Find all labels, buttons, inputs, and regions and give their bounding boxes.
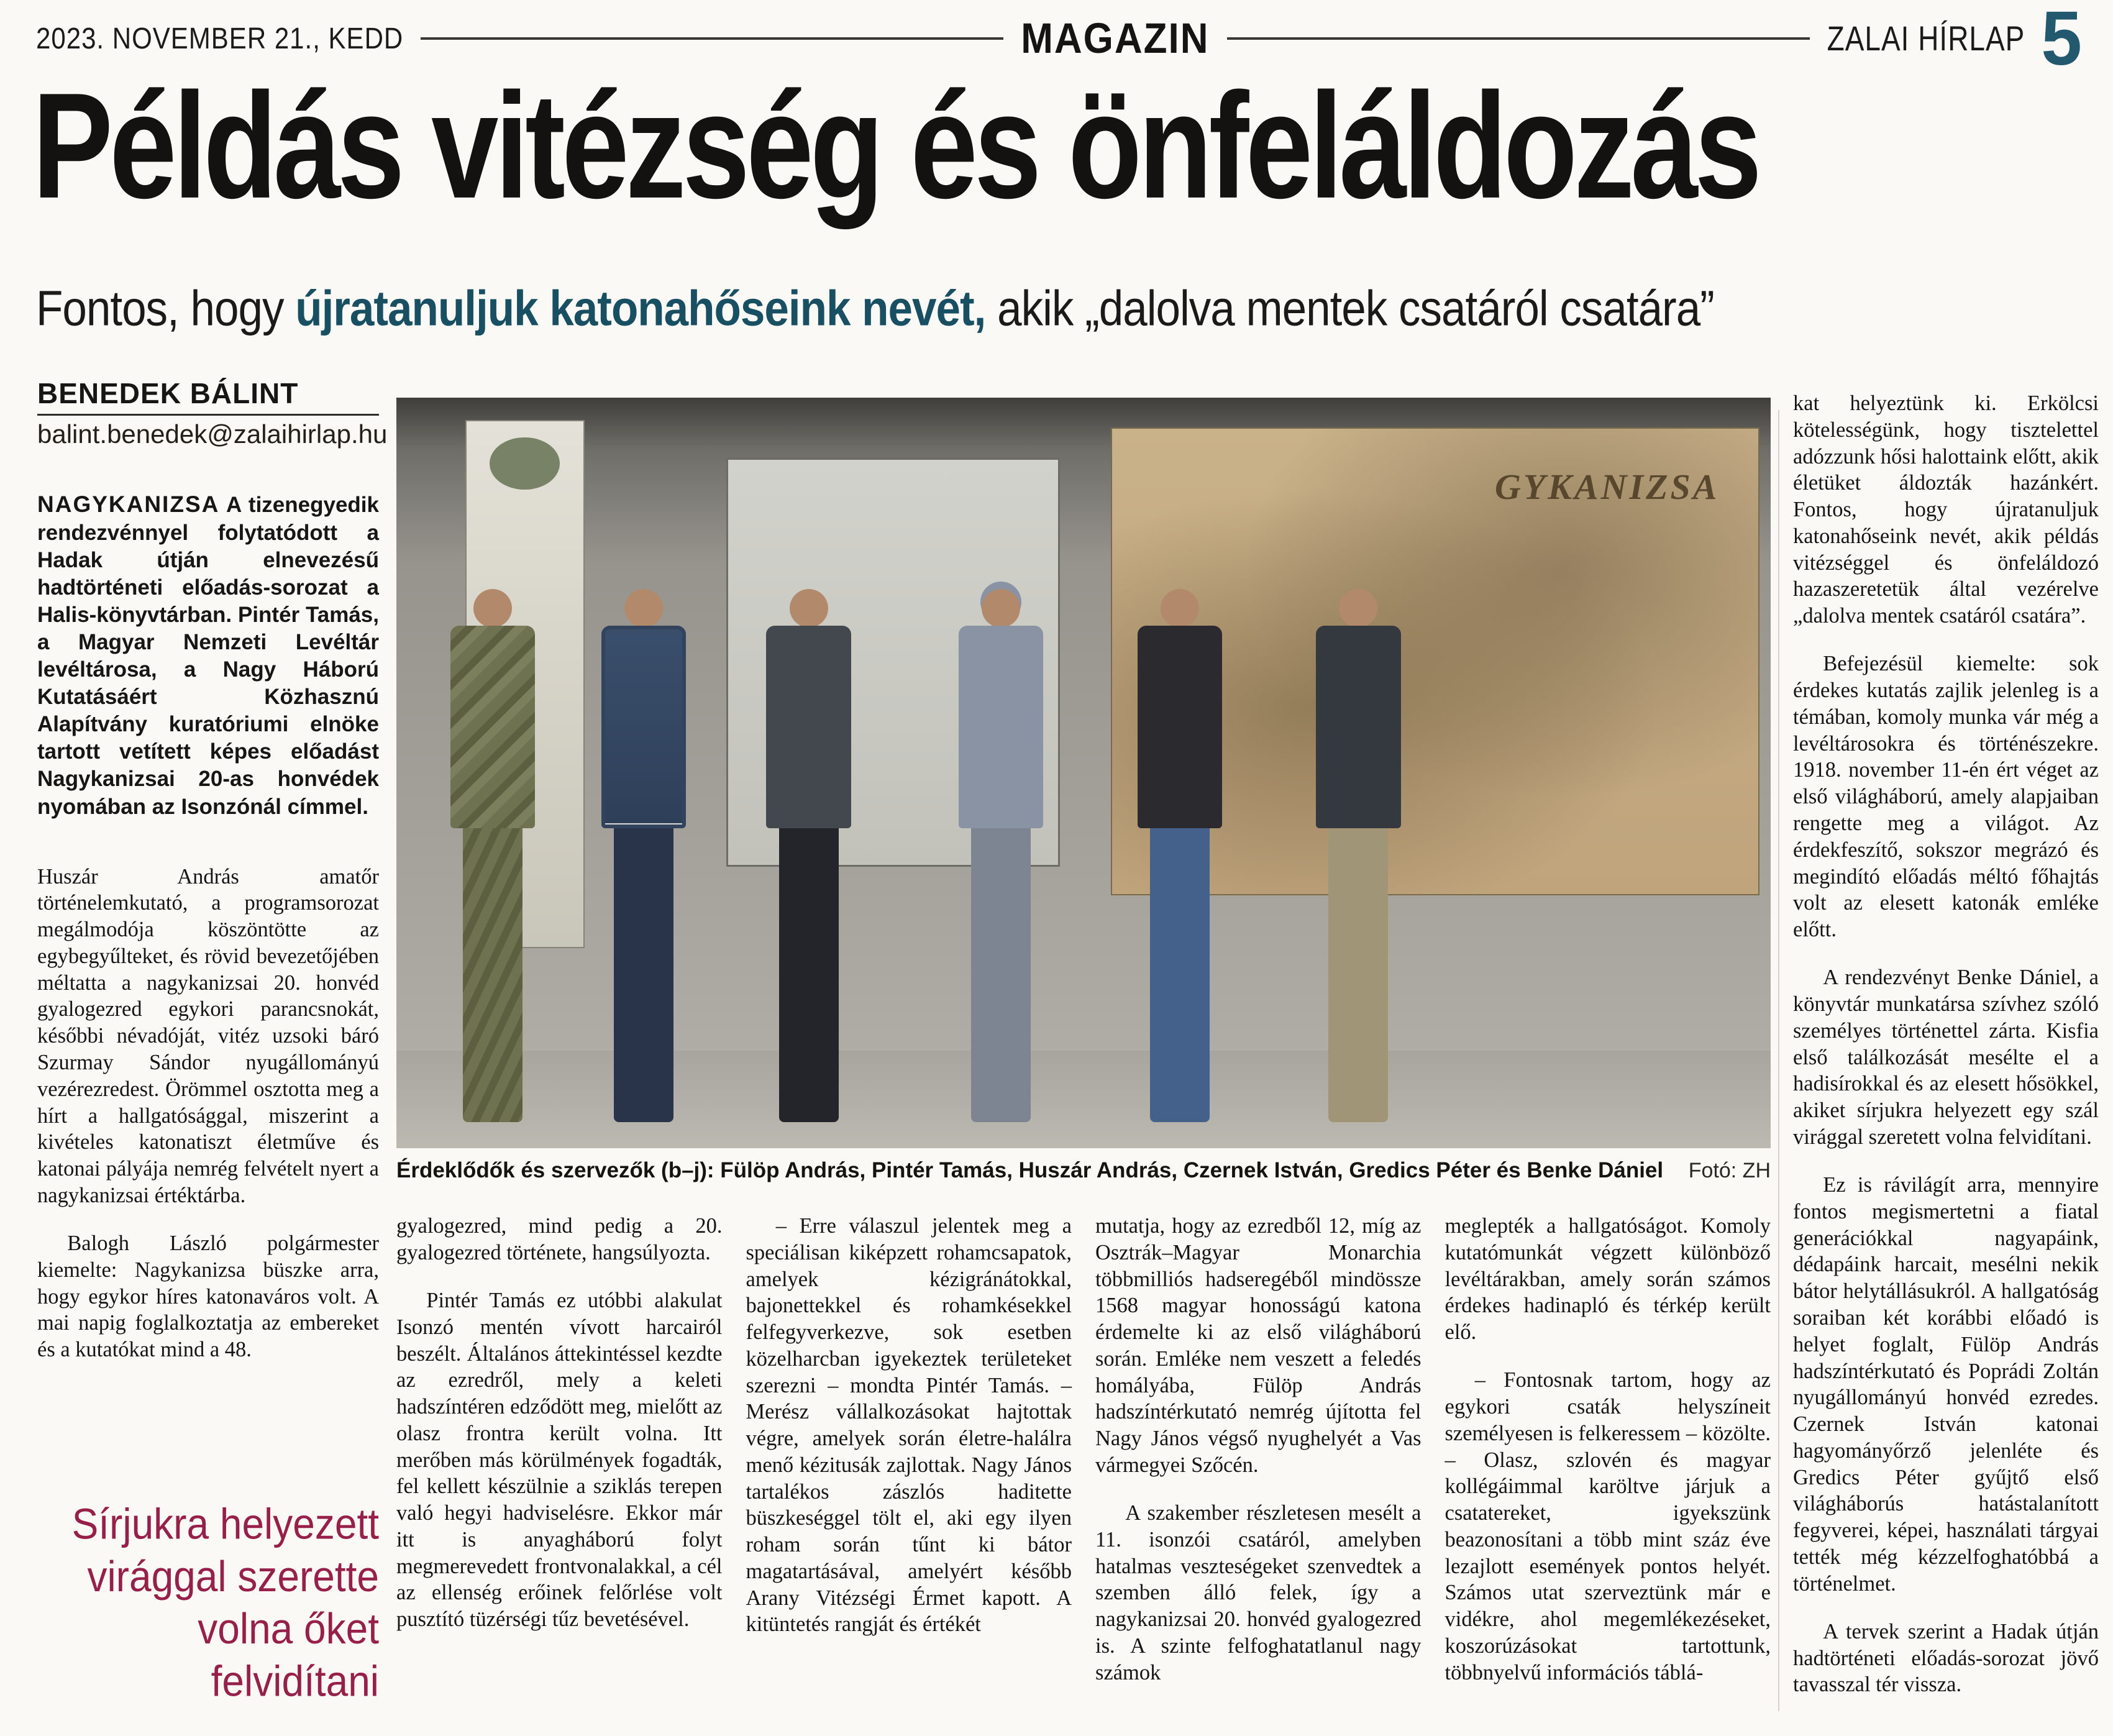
body-paragraph: Huszár András amatőr történelemkutató, a programsorozat megálmodója köszöntötte az egybegyűlteket, és rövid bevezetőjében méltatta a nagykanizsai 20. honvéd gyalogezred egykori parancsnokát, későbbi névadóját, vitéz uzsoki báró Szurmay Sándor nyugállományú vezérezredest. Örömmel osztotta meg a hírt a hallgatósággal, miszerint a kivételes katonatiszt életműve és katonai pályája nemrég felvételt nyert a nagykanizsai értéktárba. [37,864,379,1207]
body-paragraph: Balogh László polgármester kiemelte: Nagykanizsa büszke arra, hogy egykor híres katonaváros volt. A mai napig foglalkoztatja az embereket és a kutatókat mind a 48. [37,1231,379,1362]
article-photo [396,398,1771,1148]
article-headline: Példás vitézség és önfeláldozás [32,62,1759,230]
person-legs [463,828,523,1122]
person-figure-4 [953,589,1049,1122]
lead-paragraph [37,490,379,821]
person-torso [601,626,686,828]
photo-caption [396,1148,1771,1183]
left-column [37,377,388,1726]
byline-email: balint.benedek@zalaihirlap.hu [37,419,388,449]
body-paragraph: A tervek szerint a Hadak útján hadtörténeti előadás-sorozat jövő tavasszal tér vissza. [1793,1619,2099,1697]
person-head [790,589,828,628]
text-column-1 [396,1213,723,1732]
body-paragraph: Ez is rávilágít arra, mennyire fontos megismertetni a fiatal generációkkal nagyapáink, dédapáink harcait, mesélni nekik bátor helytállásukról. A hallgatóság soraiban két korábbi előadó is helyet foglalt, Fülöp András hadszíntérkutató és Poprádi Zoltán nyugállományú honvéd ezredes. Czernek István katonai hagyományőrző jelenléte és Gredics Péter gyűjtő első világháborús hatástalanított fegyverei, képei, használati tárgyai tették még kézzelfoghatóbbá a történelmet. [1793,1173,2099,1596]
person-figure-3 [760,589,857,1122]
masthead-paper-name: ZALAI HÍRLAP [1827,19,2025,58]
person-legs [1328,828,1388,1122]
banner-logo [490,437,560,490]
bottom-columns [396,1213,1771,1732]
body-paragraph: – Fontosnak tartom, hogy az egykori csaták helyszíneit személyesen is felkeressem – közölte. – Olasz, szlovén és magyar kollégáimmal karöltve járjuk a csatatereket, igyekszünk beazonosítani a több mint száz éve lezajlott események pontos helyét. Számos utat szerveztünk már e vidékre, ahol megemlékezéseket, koszorúzásokat tartottunk, többnyelvű információs táblá- [1444,1368,1771,1684]
map-title-text: GYKANIZSA [1494,467,1720,508]
pull-quote: Sírjukra helyezett virággal szerette volna őket felvidítani [71,1499,379,1706]
body-paragraph: – Erre válaszul jelentek meg a speciálisan kiképzett rohamcsapatok, amelyek kézigránátokkal, bajonettekkel és rohamkésekkel felfegyverkezve, sok esetben közelharcban igyekeztek területeket szerezni – mondta Pintér Tamás. – Merész vállalkozásokat hajtottak végre, amelyek során életre-halálra menő kézitusák zajlottak. Nagy János tartalékos zászlós haditette büszkeséggel tölt el, aki egy ilyen roham során tűnt ki bátor magatartásával, amelyért később Arany Vitézségi Érmet kapott. A kitüntetés rangját és értékét [746,1214,1072,1637]
subheadline-suffix: akik „dalolva mentek csatáról csatára” [985,281,1714,337]
photo-caption-text: Érdeklődők és szervezők (b–j): Fülöp András, Pintér Tamás, Huszár András, Czernek István, Gredics Péter és Benke Dániel [396,1158,1664,1182]
person-head [1161,589,1199,628]
person-legs [614,828,673,1122]
byline-author: BENEDEK BÁLINT [37,377,299,409]
body-paragraph: gyalogezred, mind pedig a 20. gyalogezred története, hangsúlyozta. [396,1214,723,1264]
person-figure-5 [1131,589,1228,1122]
person-legs [779,828,839,1122]
person-figure-6 [1310,589,1407,1122]
subheadline-highlight: újratanuljuk katonahőseink nevét, [295,281,986,337]
masthead-date: 2023. NOVEMBER 21., KEDD [36,21,404,55]
person-legs [971,828,1031,1122]
person-head [473,589,512,628]
body-paragraph: Pintér Tamás ez utóbbi alakulat Isonzó mentén vívott harcairól beszélt. Általános áttekintéssel kezdte az ezredről, mely a keleti hadszíntéren edződött meg, mielőtt az olasz frontra került volna. Itt merőben más körülmények fogadták, fel kellett készülnie a sziklás terepen való hegyi hadviselésre. Ekkor már itt is anyagháború folyt megmerevedett frontvonalakkal, a cél az ellenség erőinek felőrlése volt pusztító tüzérségi tűz bevetésével. [396,1289,723,1632]
body-paragraph: mutatja, hogy az ezredből 12, míg az Osztrák–Magyar Monarchia többmilliós hadseregéből mindössze 1568 magyar honosságú katona érdemelte ki az első világháború során. Emléke nem veszett a feledés homályába, Fülöp András hadszíntérkutató nemrég újította fel Nagy János végső nyughelyét a Vas vármegyei Szőcén. [1095,1214,1422,1477]
lead-location: NAGYKANIZSA [37,491,220,517]
text-column-3 [1095,1213,1422,1732]
person-torso [959,626,1043,828]
body-paragraph: A rendezvényt Benke Dániel, a könyvtár munkatársa szívhez szóló személyes történettel zárta. Kisfia első találkozását mesélte el a hadisírokkal és az elesett hősökkel, akiket sírjukra helyezett egy szál virággal szeretett volna felvidítani. [1793,966,2099,1149]
column-divider [1778,410,1779,1711]
text-column-4 [1445,1213,1771,1732]
byline-rule [37,414,379,416]
masthead [36,0,2083,82]
photo-credit: Fotó: ZH [1688,1159,1771,1182]
masthead-section-title: MAGAZIN [1021,15,1210,62]
body-paragraph: meglepték a hallgatóságot. Komoly kutatómunkát végzett különböző levéltárakban, amely során számos érdekes hadinapló és térkép került elő. [1444,1214,1771,1345]
person-legs [1150,828,1210,1122]
text-column-2 [746,1213,1072,1732]
subheadline-prefix: Fontos, hogy [36,281,296,337]
masthead-page-number: 5 [2041,0,2083,82]
photo-block [396,398,1771,1183]
person-head [1339,589,1377,628]
person-head [624,589,663,628]
person-torso [450,626,535,828]
person-torso [1138,626,1222,828]
person-figure-2 [596,589,692,1122]
person-torso [766,626,851,828]
lead-text: A tizenegyedik rendezvénnyel folytatódott a Hadak útján elnevezésű hadtörténeti előadás-sorozat a Halis-könyvtárban. Pintér Tamás, a Magyar Nemzeti Levéltár levéltárosa, a Nagy Háború Kutatásáért Közhasznú Alapítvány kuratóriumi elnöke tartott vetített képes előadást Nagykanizsai 20-as honvédek nyomában az Isonzónál címmel. [37,493,379,819]
body-paragraph: A szakember részletesen mesélt a 11. isonzói csatáról, amelyben hatalmas veszteségeket szenvedtek a szemben álló felek, így a nagykanizsai 20. honvéd gyalogezred is. A szinte felfoghatatlanul nagy számok [1095,1501,1422,1684]
body-paragraph: kat helyeztünk ki. Erkölcsi kötelességünk, hogy tisztelettel adózzunk hősi halottaink előtt, akik életüket áldozták hazánkért. Fontos, hogy újratanuljuk katonahőseink nevét, akik példás vitézséggel és önfeláldozó hazaszeretetük által vezérelve „dalolva mentek csatáról csatára”. [1793,391,2099,628]
person-head [982,589,1020,628]
person-torso [1316,626,1400,828]
article-subheadline [36,281,2086,337]
masthead-rule-right [1227,37,1810,40]
person-figure-1 [444,589,541,1122]
masthead-rule-left [421,37,1003,40]
body-paragraph: Befejezésül kiemelte: sok érdekes kutatás zajlik jelenleg is a témában, komoly munka vár még a levéltárosokra és történészekre. 1918. november 11-én ért véget az első világháború, amely alapjaiban rengette meg a világot. Az érdekfeszítő, sokszor megrázó és megindító előadás méltó főhajtás volt az elesett katonák emléke előtt. [1793,652,2099,942]
right-column [1793,390,2099,1731]
